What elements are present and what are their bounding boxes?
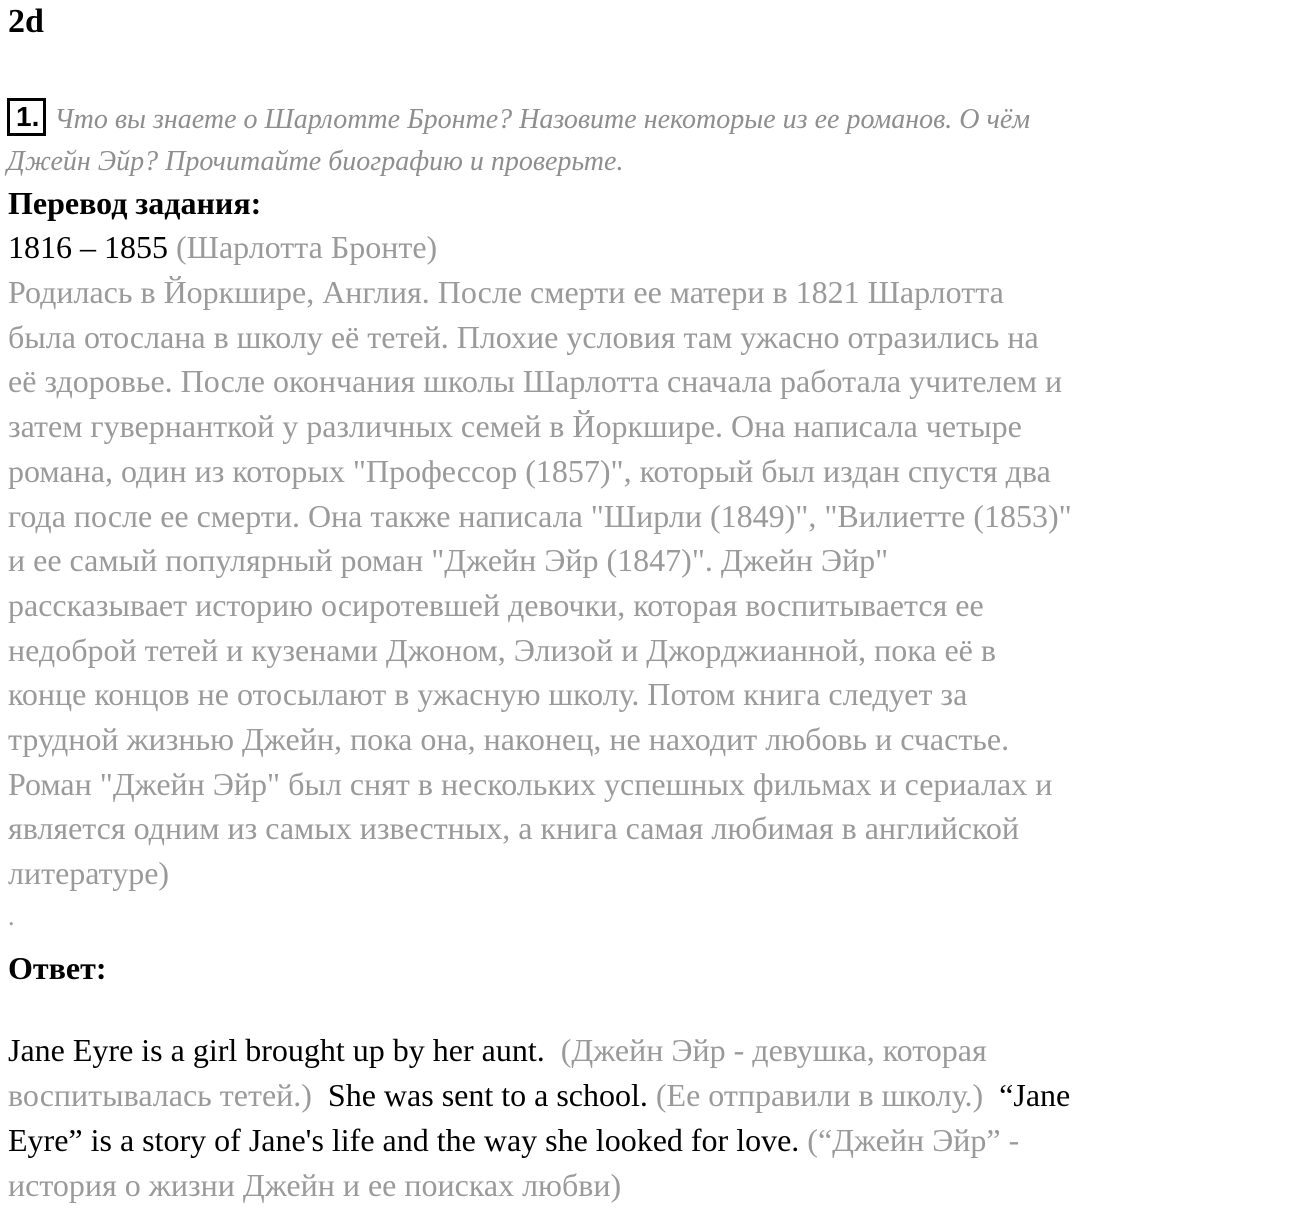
bio-line: является одним из самых известных, а книга самая любимая в английской <box>8 810 1019 847</box>
bio-line: конце концов не отосылают в ужасную школу. Потом книга следует за <box>8 676 968 713</box>
bio-line: романа, один из которых "Профессор (1857)", который был издан спустя два <box>8 452 1051 489</box>
separator-dot: . <box>8 902 15 931</box>
answer-russian: (Джейн Эйр - девушка, которая <box>560 1032 987 1068</box>
bio-line: недоброй тетей и кузенами Джоном, Элизой и Джорджианной, пока её в <box>8 631 996 668</box>
bio-line: затем гувернанткой у различных семей в Йоркшире. Она написала четыре <box>8 408 1022 445</box>
bio-line: рассказывает историю осиротевшей девочки, которая воспитывается ее <box>8 586 984 623</box>
answer-english: “Jane <box>999 1077 1071 1113</box>
task-text-line-1: Что вы знаете о Шарлотте Бронте? Назовите некоторые из ее романов. О чём <box>54 104 1031 135</box>
task-instruction <box>7 98 1297 183</box>
bio-line: её здоровье. После окончания школы Шарлотта сначала работала учителем и <box>8 363 1063 400</box>
years-text: 1816 – 1855 <box>8 229 168 265</box>
answer-russian: воспитывалась тетей.) <box>8 1077 312 1113</box>
answer-russian: история о жизни Джейн и ее поисках любви) <box>8 1167 622 1203</box>
answer-line-1 <box>8 1028 1304 1073</box>
bio-line: трудной жизнью Джейн, пока она, наконец, не находит любовь и счастье. <box>8 721 1010 758</box>
bio-line: и ее самый популярный роман "Джейн Эйр (1847)". Джейн Эйр" <box>8 542 889 579</box>
section-title: 2d <box>8 3 44 40</box>
answer-line-2 <box>8 1073 1304 1118</box>
bio-line: Родилась в Йоркшире, Англия. После смерти ее матери в 1821 Шарлотта <box>8 274 1004 310</box>
answer-line-4 <box>8 1163 1304 1208</box>
bio-line: года после ее смерти. Она также написала "Ширли (1849)", "Вилиетте (1853)" <box>8 497 1072 534</box>
years-note: (Шарлотта Бронте) <box>176 229 438 265</box>
translation-heading: Перевод задания: <box>8 185 262 221</box>
bio-line: литературе) <box>8 855 170 892</box>
bio-line: Роман "Джейн Эйр" был снят в нескольких успешных фильмах и сериалах и <box>8 765 1053 802</box>
years-line <box>8 226 437 268</box>
answer-heading: Ответ: <box>8 950 107 986</box>
answer-english: Jane Eyre is a girl brought up by her aunt. <box>8 1032 545 1068</box>
answer-english: Eyre” is a story of Jane's life and the way she looked for love. <box>8 1122 800 1158</box>
bio-line: была отослана в школу её тетей. Плохие условия там ужасно отразились на <box>8 318 1039 355</box>
biography-text <box>8 270 1304 896</box>
answer-text <box>8 1028 1304 1208</box>
task-text-line-2: Джейн Эйр? Прочитайте биографию и проверьте. <box>7 146 624 177</box>
task-number: 1. <box>7 98 46 136</box>
answer-russian: (“Джейн Эйр” - <box>807 1122 1020 1158</box>
answer-english: She was sent to a school. <box>327 1077 648 1113</box>
answer-line-3 <box>8 1118 1304 1163</box>
answer-russian: (Ее отправили в школу.) <box>655 1077 984 1113</box>
